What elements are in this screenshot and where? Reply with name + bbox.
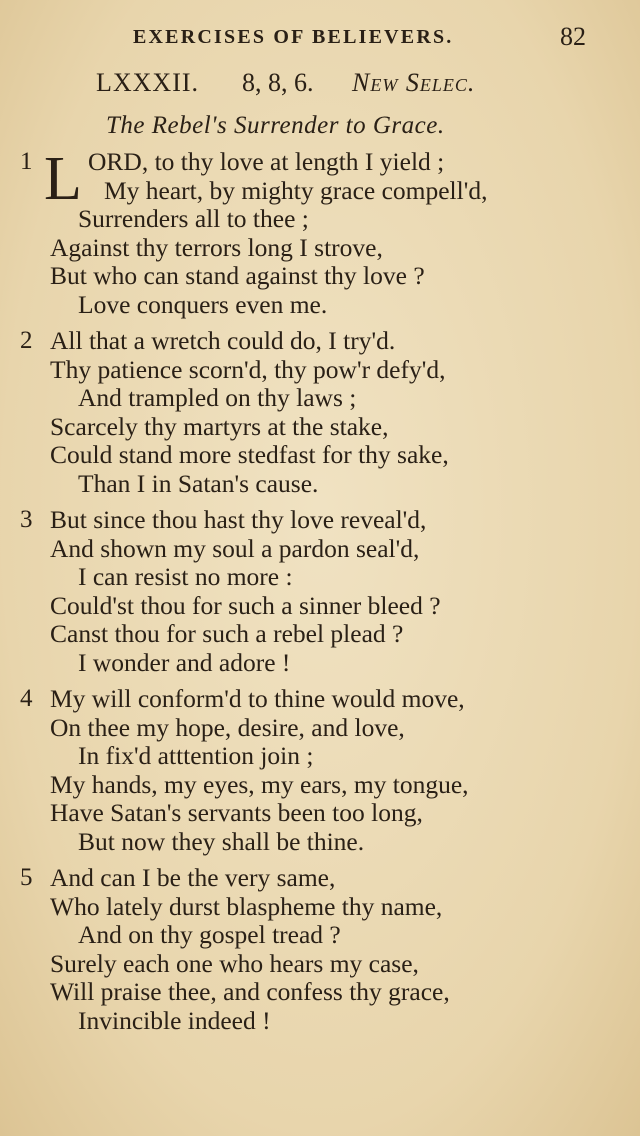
stanza [0, 327, 640, 498]
stanza-number: 3 [20, 506, 33, 533]
verse-line: Love conquers even me. [78, 289, 328, 319]
stanza [0, 864, 640, 1035]
verse-line: My hands, my eyes, my ears, my tongue, [50, 769, 469, 799]
stanza-number: 2 [20, 327, 33, 354]
verse-line: Scarcely thy martyrs at the stake, [50, 411, 389, 441]
hymn-number: LXXXII. [96, 68, 200, 97]
running-title: EXERCISES OF BELIEVERS. [133, 26, 454, 48]
verse-line: My will conform'd to thine would move, [50, 684, 465, 713]
verse-line: Who lately durst blaspheme thy name, [50, 891, 443, 921]
verse-line: Invincible indeed ! [78, 1005, 271, 1035]
verse-line: Thy patience scorn'd, thy pow'r defy'd, [50, 354, 446, 384]
verse-line: Surely each one who hears my case, [50, 948, 419, 978]
hymn-subtitle: The Rebel's Surrender to Grace. [106, 112, 445, 139]
verse-line: All that a wretch could do, I try'd. [50, 326, 396, 355]
stanza-number: 5 [20, 864, 33, 891]
verse-line: And trampled on thy laws ; [78, 383, 357, 412]
stanza [0, 685, 640, 856]
verse-line: Could'st thou for such a sinner bleed ? [50, 590, 441, 620]
verse-line: But since thou hast thy love reveal'd, [50, 505, 427, 534]
verse-line: Against thy terrors long I strove, [50, 232, 383, 262]
verse-line: Than I in Satan's cause. [78, 468, 319, 498]
hymn-tune: New Selec. [352, 68, 476, 97]
first-line-text: ORD, to thy love at length I yield ; [88, 147, 445, 176]
running-head [0, 22, 640, 56]
verse-line: And shown my soul a pardon seal'd, [50, 533, 420, 563]
verse-line: In fix'd atttention join ; [78, 741, 314, 770]
verse-line: I wonder and adore ! [78, 647, 291, 677]
verse-line: Could stand more stedfast for thy sake, [50, 440, 449, 469]
stanza-number: 1 [20, 148, 33, 175]
verse-line: Have Satan's servants been too long, [50, 798, 423, 827]
stanza [0, 506, 640, 677]
verse-line: I can resist no more : [78, 562, 293, 591]
stanza-number: 4 [20, 685, 33, 712]
hymn-header [96, 68, 616, 104]
verse-line: But who can stand against thy love ? [50, 261, 425, 290]
verse-line: But now they shall be thine. [78, 826, 365, 856]
stanzas [0, 145, 640, 1043]
verse-line: Canst thou for such a rebel plead ? [50, 619, 404, 648]
verse-line: And on thy gospel tread ? [78, 920, 341, 949]
verse-line: Will praise thee, and confess thy grace, [50, 977, 450, 1006]
verse-line: Surrenders all to thee ; [78, 204, 309, 233]
page-number: 82 [560, 22, 586, 51]
drop-cap: L [44, 145, 82, 213]
verse-line: My heart, by mighty grace compell'd, [104, 175, 488, 205]
verse-line: And can I be the very same, [50, 863, 336, 892]
verse-line: On thee my hope, desire, and love, [50, 712, 405, 742]
stanza [0, 145, 640, 319]
hymn-meter: 8, 8, 6. [242, 68, 314, 97]
